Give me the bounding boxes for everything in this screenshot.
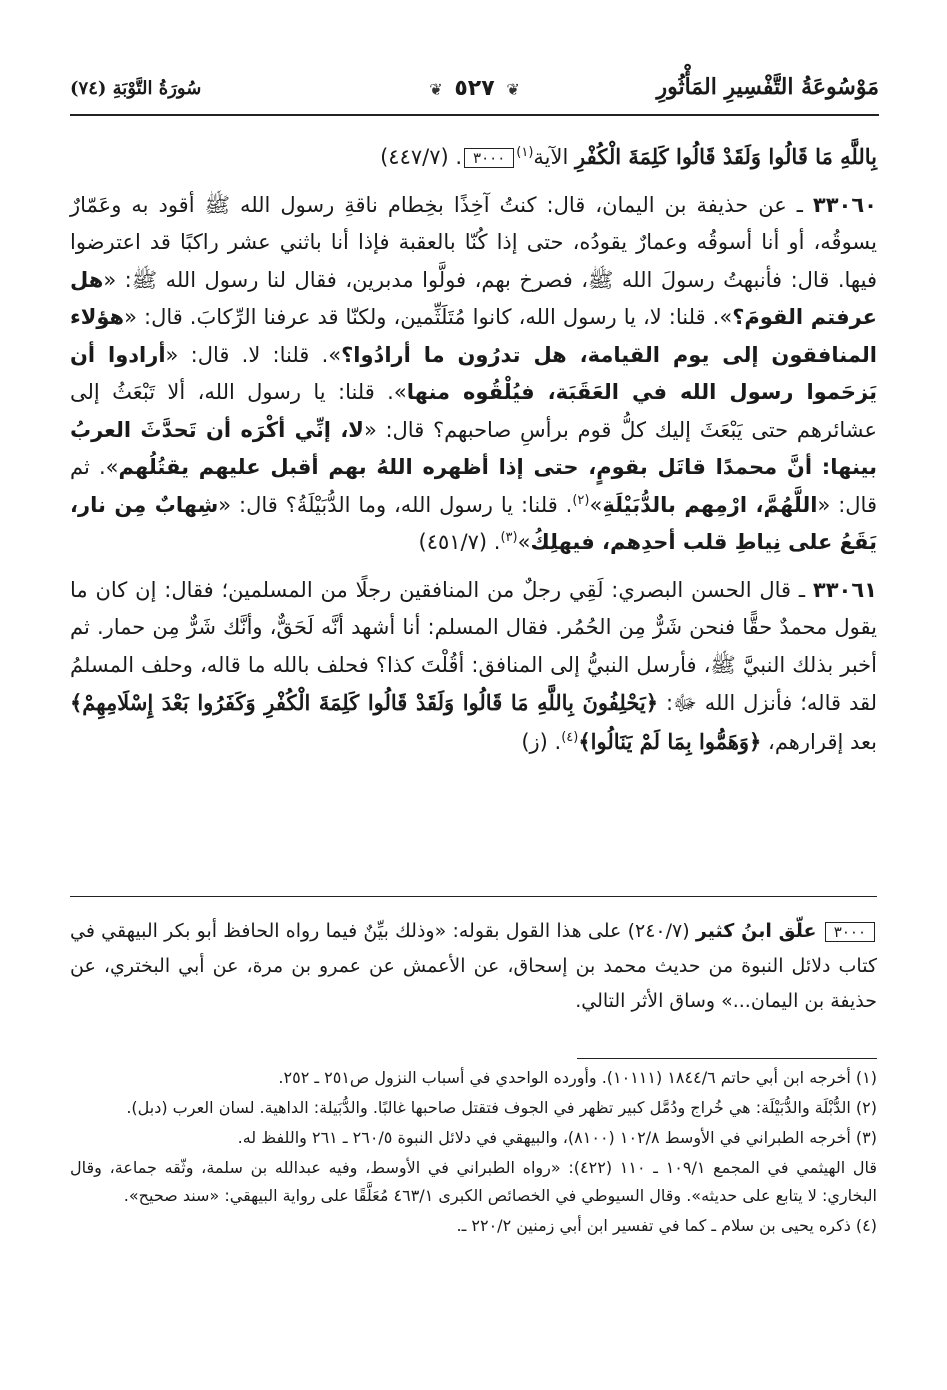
text-run: » <box>589 492 603 517</box>
text-run: بعد إقرارهم، <box>761 729 877 754</box>
surah-title: سُورَةُ التَّوْبَةِ (٧٤) <box>70 78 202 99</box>
footnote-marker: (٣) <box>500 530 518 545</box>
commentary-ref-box: ٣٠٠٠ <box>464 148 514 168</box>
hadith-quote: هل عرفتم القومَ؟ <box>70 267 878 329</box>
text-run: » <box>517 530 531 554</box>
text-run: . (٤٥١/٧) <box>418 530 501 554</box>
footnote: (٣) أخرجه الطبراني في الأوسط ١٠٢/٨ (٨١٠٠)، والبيهقي في دلائل النبوة ٢٦٠/٥ ـ ٢٦١ واللفظ له. <box>237 1128 877 1147</box>
entry-number: ٣٣٠٦١ <box>812 577 877 602</box>
main-text <box>70 138 877 761</box>
entry-number: ٣٣٠٦٠ <box>812 192 877 217</box>
quran-verse: ﴿يَحْلِفُونَ بِاللَّهِ مَا قَالُوا وَلَقَدْ قَالُوا كَلِمَةَ الْكُفْرِ وَكَفَرُوا بَعْدَ إِسْلَامِهِمْ﴾ <box>70 690 659 715</box>
footnote: (٢) الدُّبْلَة والدُّبَيْلَة: هي خُراج ودُمَّل كبير تظهر في الجوف فتقتل صاحبها غالبًا. والدُّبَيلة: الداهية. لسان العرب (دبل). <box>126 1098 877 1117</box>
hadith-quote: أرادوا أن يَزحَموا رسول الله في العَقَبَة، فيُلْقُوه منها <box>70 342 878 404</box>
footnote-marker: (٤) <box>561 729 579 745</box>
ornament-icon: ❦ <box>506 80 520 99</box>
text-run: ». قلنا: لا. قال: « <box>165 342 342 367</box>
footnote-marker: (٢) <box>572 492 590 508</box>
commentary-author: علّق ابنُ كثير <box>695 920 817 942</box>
footnote-rule <box>577 1058 877 1059</box>
commentary-text: (٢٤٠/٧) على هذا القول بقوله: «وذلك بيِّنٌ فيما رواه الحافظ أبو بكر البيهقي في كتاب دلائل النبوة من حديث محمد بن إسحاق، عن الأعمش عن عمرو بن مرة، عن أبي البختري، عن حذيفة بن اليمان...» وساق الأثر التالي. <box>70 920 877 1012</box>
text-run: ». قلنا: يا رسول الله، ألا تَبْعَثُ إلى عشائرهم حتى يَبْعَثَ إليك كلُّ قوم برأسِ صاحبهم؟ قال: « <box>70 380 877 442</box>
ornament-icon: ❦ <box>429 80 443 99</box>
intro-line <box>70 138 877 177</box>
text-run: . (ز) <box>521 729 562 754</box>
book-title: مَوْسُوعَةُ التَّفْسِيرِ المَأْثُورِ <box>656 74 879 100</box>
text-run: ». قلنا: لا، يا رسول الله، كانوا مُتَلَثِّمين، ولكنّا قد عرفنا الرِّكابَ. قال: « <box>124 305 733 329</box>
hadith-quote: اللَّهُمَّ، ارْمِهم بالدُّبَيْلَةِ <box>602 492 818 517</box>
entry-text <box>70 578 877 754</box>
header-rule <box>70 114 879 116</box>
text-run: ». ثم قال: « <box>70 455 877 517</box>
footnote: قال الهيثمي في المجمع ١٠٩/١ ـ ١١٠ (٤٢٢): «رواه الطبراني في الأوسط، وفيه عبدالله بن سلمة، وثّقه جماعة، وقال البخاري: لا يتابع على حديثه». وقال السيوطي في الخصائص الكبرى ٤٦٣/١ مُعَلَّقًا على رواية البيهقي: «سند صحيح». <box>70 1158 878 1205</box>
entry-text <box>70 193 877 555</box>
text-run: ـ عن حذيفة بن اليمان، قال: كنتُ آخِذًا بخِطام ناقةِ رسول الله ﷺ أقود به وعَمّارٌ يسوقُه، أو أنا أسوقُه وعمارٌ يقودُه، حتى إذا كُنّا بالعقبة فإذا أنا باثني عشر راكبًا قد اعترضوا فيها. قال: فأنبهتُ رسولَ الله ﷺ، فصرخ بهم، فولَّوا مدبرين، فقال لنا رسول الله ﷺ: « <box>70 192 877 292</box>
footnote: (٤) ذكره يحيى بن سلام ـ كما في تفسير ابن أبي زمنين ٢٢٠/٢ ـ. <box>456 1216 877 1235</box>
page-number-value: ٥٢٧ <box>454 76 495 101</box>
source-ref: . (٤٤٧/٧) <box>380 145 463 169</box>
footnote: (١) أخرجه ابن أبي حاتم ١٨٤٤/٦ (١٠١١١). وأورده الواحدي في أسباب النزول ص٢٥١ ـ ٢٥٢. <box>278 1068 877 1087</box>
section-separator <box>70 896 877 897</box>
verse-note: الآية <box>533 145 576 169</box>
footnote-marker: (١) <box>516 145 534 160</box>
entry <box>70 187 877 562</box>
quran-verse: ﴿وَهَمُّوا بِمَا لَمْ يَنَالُوا﴾ <box>578 728 762 754</box>
hadith-quote: هؤلاء المنافقون إلى يوم القيامة، هل تدرُون ما أرادُوا؟ <box>70 305 877 367</box>
commentary <box>70 914 877 1019</box>
text-run: . قلنا: يا رسول الله، وما الدُّبَيْلَةُ؟ قال: « <box>218 492 573 517</box>
hadith-quote: شِهابٌ مِن نار، يَقَعُ على نِياطِ قلب أحدِهم، فيهلِكُ <box>70 492 877 554</box>
hadith-quote: لا، إنِّي أكْرَه أن تَحدَّثَ العربُ بينها: أنَّ محمدًا قاتَل بقومٍ، حتى إذا أظهره اللهُ بهم أقبل عليهم يقتُلُهم <box>70 417 877 479</box>
text-run: ـ قال الحسن البصري: لَقِي رجلٌ من المنافقين رجلًا من المسلمين؛ فقال: إن كان ما يقول محمدٌ حقًّا فنحن شَرٌّ مِن الحُمُر. فقال المسلم: أنا أشهد أنَّه لَحَقٌّ، وأنَّك شَرٌّ مِن حمار. ثم أخبر بذلك النبيَّ ﷺ، فأرسل النبيُّ إلى المنافق: أقُلْتَ كذا؟ فحلف بالله ما قاله، وحلف المسلمُ لقد قاله؛ فأنزل الله ﷻ: <box>70 577 878 715</box>
entry <box>70 572 877 762</box>
commentary-ref-box: ٣٠٠٠ <box>825 922 875 942</box>
page-header <box>70 72 879 112</box>
footnotes <box>70 1064 877 1240</box>
quran-verse: بِاللَّهِ مَا قَالُوا وَلَقَدْ قَالُوا كَلِمَةَ الْكُفْرِ <box>575 144 877 169</box>
